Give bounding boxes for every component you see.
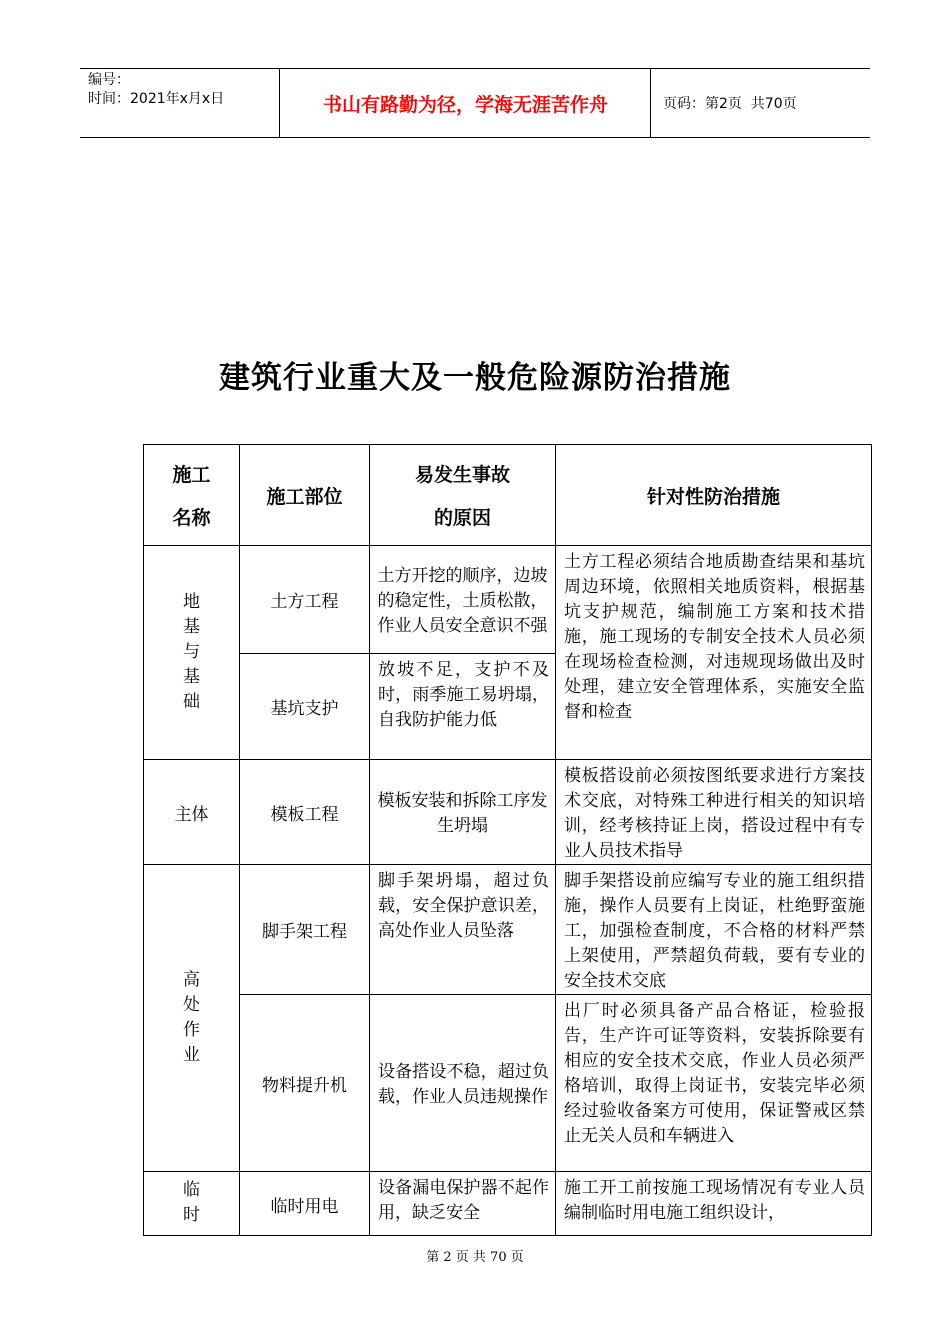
header-motto: 书山有路勤为径，学海无涯苦作舟: [281, 69, 651, 137]
header-text: 的原因: [433, 507, 491, 529]
group-main-body: 主体: [144, 760, 240, 865]
group-label: 地 基 与 基 础: [183, 592, 200, 712]
number-label: 编号：: [88, 72, 130, 88]
group-label: 高 处 作 业: [183, 970, 200, 1065]
cause-cell: 模板安装和拆除工序发生坍塌: [370, 760, 556, 865]
part-cell: 脚手架工程: [240, 865, 370, 995]
part-cell: 物料提升机: [240, 995, 370, 1172]
header-text: 易发生事故: [414, 464, 510, 486]
group-foundation: [144, 546, 240, 760]
table-row: [144, 865, 872, 995]
measure-cell: 施工开工前按施工现场情况有专业人员编制临时用电施工组织设计，: [556, 1172, 872, 1236]
measure-cell: 土方工程必须结合地质勘查结果和基坑周边环境，依照相关地质资料，根据基坑支护规范，编制施工方案和技术措施，施工现场的专制安全技术人员必须在现场检查检测，对违规现场做出及时处理，建立安全管理体系，实施安全监督和检查: [556, 546, 872, 760]
hazard-table: [143, 444, 872, 1236]
header-text: 施工: [172, 464, 211, 486]
header-meta: [80, 69, 280, 137]
group-height-work: [144, 865, 240, 1172]
table-header-row: [144, 445, 872, 546]
table-row: [144, 546, 872, 654]
header-accident-cause: [370, 445, 556, 546]
header-page-info: [651, 69, 870, 137]
cause-cell: 放坡不足，支护不及时，雨季施工易坍塌，自我防护能力低: [370, 654, 556, 760]
measure-cell: 出厂时必须具备产品合格证，检验报告，生产许可证等资料，安装拆除要有相应的安全技术交底，作业人员必须严格培训，取得上岗证书，安装完毕必须经过验收备案方可使用，保证警戒区禁止无关人员和车辆进入: [556, 995, 872, 1172]
part-cell: 土方工程: [240, 546, 370, 654]
header-construction-part: 施工部位: [240, 445, 370, 546]
part-cell: 临时用电: [240, 1172, 370, 1236]
page-footer: 第 2 页 共 70 页: [426, 1250, 524, 1265]
cause-cell: 设备搭设不稳，超过负载，作业人员违规操作: [370, 995, 556, 1172]
part-cell: 模板工程: [240, 760, 370, 865]
measure-cell: 脚手架搭设前应编写专业的施工组织措施，操作人员要有上岗证，杜绝野蛮施工，加强检查制度，不合格的材料严禁上架使用，严禁超负荷载，要有专业的安全技术交底: [556, 865, 872, 995]
header-prevention-measures: 针对性防治措施: [556, 445, 872, 546]
table-row: [144, 1172, 872, 1236]
page-header: [80, 68, 870, 138]
cause-cell: 脚手架坍塌，超过负载，安全保护意识差，高处作业人员坠落: [370, 865, 556, 995]
document-title: 建筑行业重大及一般危险源防治措施: [219, 360, 731, 396]
measure-cell: 模板搭设前必须按图纸要求进行方案技术交底，对特殊工种进行相关的知识培训，经考核持证上岗，搭设过程中有专业人员技术指导: [556, 760, 872, 865]
cause-cell: 土方开挖的顺序，边坡的稳定性，土质松散，作业人员安全意识不强: [370, 546, 556, 654]
page-info-text: 页码：第2页 共70页: [663, 96, 797, 112]
table-row: [144, 760, 872, 865]
table-row: [144, 995, 872, 1172]
cause-cell: 设备漏电保护器不起作用，缺乏安全: [370, 1172, 556, 1236]
header-construction-name: [144, 445, 240, 546]
time-label: 时间：2021年x月x日: [88, 91, 225, 107]
header-text: 名称: [172, 507, 211, 529]
group-label: 临 时: [183, 1180, 200, 1225]
part-cell: 基坑支护: [240, 654, 370, 760]
group-temporary: [144, 1172, 240, 1236]
